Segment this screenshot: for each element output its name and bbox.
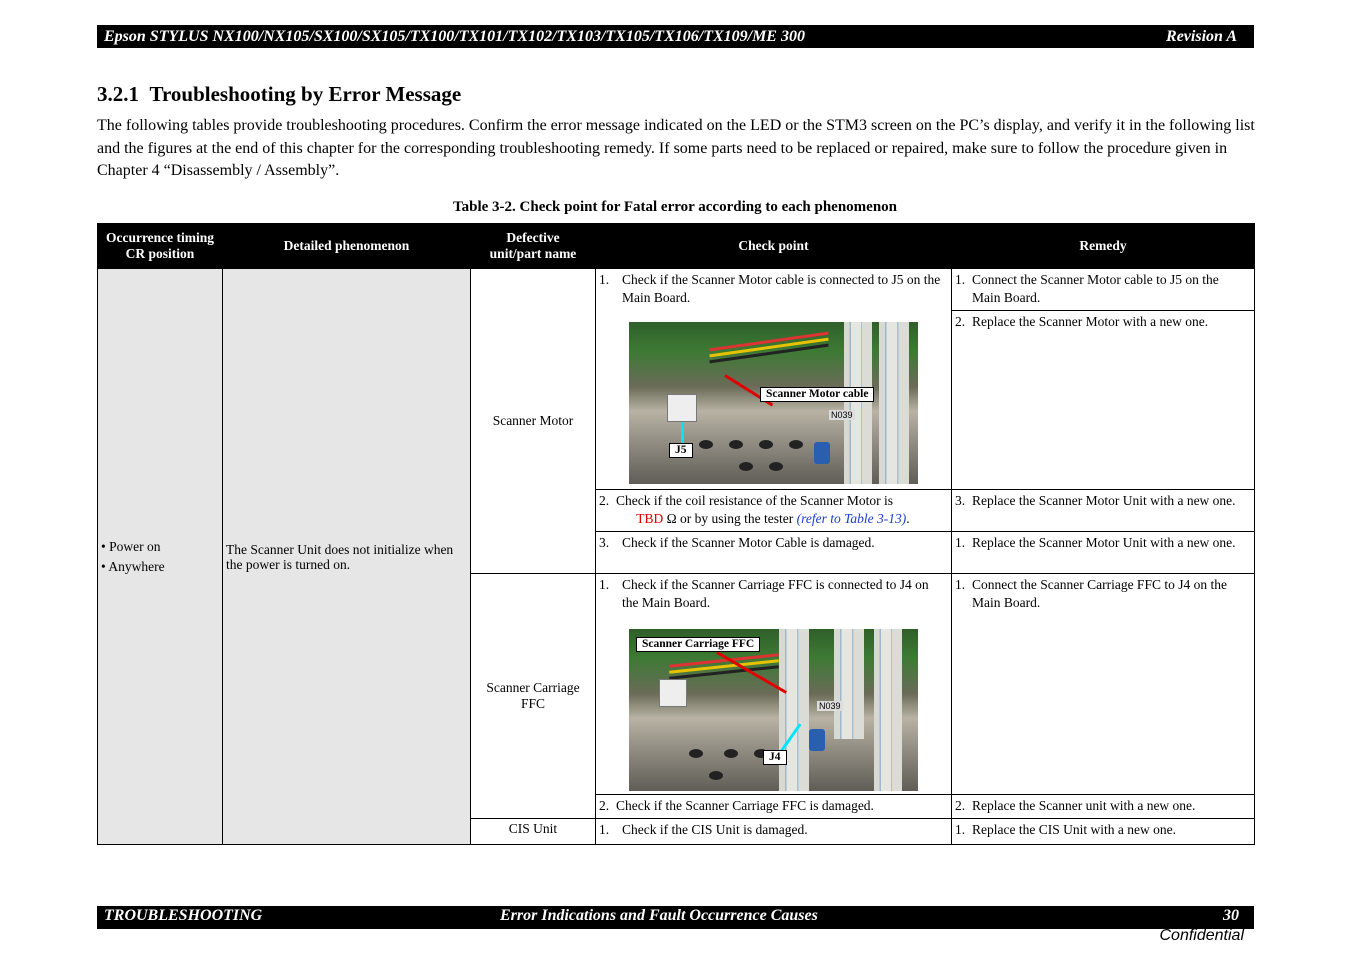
check-cell: 1. Check if the Scanner Motor cable is connected to J5 on the Main Board. Scanner Motor cable J5 N039 xyxy=(596,269,952,490)
scanner-carriage-ffc-photo xyxy=(629,629,918,791)
photo-label-j5: J5 xyxy=(669,443,693,458)
photo-code: N039 xyxy=(831,410,853,420)
photo-label-j4: J4 xyxy=(763,750,787,765)
remedy-text: Replace the Scanner Motor Unit with a new one. xyxy=(972,535,1236,550)
table-header-row xyxy=(98,224,1255,269)
check-text: Check if the Scanner Carriage FFC is damaged. xyxy=(616,798,874,813)
col-header-defective: Defective unit/part name xyxy=(471,224,596,269)
remedy-cell: 1. Connect the Scanner Motor cable to J5 on the Main Board. xyxy=(952,269,1255,311)
intro-paragraph: The following tables provide troubleshooting procedures. Confirm the error message indicated on the LED or the STM3 screen on the PC’s display, and verify it in the following list and the figures at the end of this chapter for the corresponding troubleshooting remedy. If some parts need to be replaced or repaired, make sure to follow the procedure given in Chapter 4 “Disassembly / Assembly”. xyxy=(97,117,1255,179)
tbd-value: TBD xyxy=(636,510,664,526)
phenomenon-cell xyxy=(223,269,471,845)
check-cell: 1. Check if the Scanner Carriage FFC is connected to J4 on the Main Board. Scanner Carriage FFC J4 N039 xyxy=(596,574,952,795)
check-text: Check if the coil resistance of the Scanner Motor is TBD Ω or by using the tester (refer to Table 3-13). xyxy=(616,493,910,526)
remedy-text: Replace the Scanner Motor Unit with a new one. xyxy=(972,493,1236,508)
remedy-text: Connect the Scanner Carriage FFC to J4 on the Main Board. xyxy=(972,577,1227,610)
part-cis-unit: CIS Unit xyxy=(471,819,596,845)
col-header-phenomenon: Detailed phenomenon xyxy=(223,224,471,269)
col-header-timing: Occurrence timing CR position xyxy=(98,224,223,269)
check-text: Check if the Scanner Motor cable is connected to J5 on the Main Board. xyxy=(622,272,941,305)
section-title: Troubleshooting by Error Message xyxy=(149,82,462,106)
troubleshooting-table xyxy=(97,223,1255,845)
remedy-cell: 3. Replace the Scanner Motor Unit with a new one. xyxy=(952,490,1255,532)
timing-item: • Power on xyxy=(101,538,161,554)
page-number: 30 xyxy=(1223,907,1239,924)
col-header-remedy: Remedy xyxy=(952,224,1255,269)
remedy-cell: 2. Replace the Scanner Motor with a new one. xyxy=(952,311,1255,490)
check-cell: 2. Check if the Scanner Carriage FFC is damaged. xyxy=(596,795,952,819)
remedy-text: Replace the CIS Unit with a new one. xyxy=(972,822,1176,837)
table-ref-link[interactable]: (refer to Table 3-13) xyxy=(796,510,907,526)
page-footer xyxy=(97,906,1254,929)
page-header xyxy=(97,25,1254,48)
header-revision: Revision A xyxy=(1166,28,1237,45)
check-cell: 2. Check if the coil resistance of the Scanner Motor is TBD Ω or by using the tester (refer to Table 3-13). xyxy=(596,490,952,532)
scanner-motor-photo xyxy=(629,322,918,484)
col-header-check: Check point xyxy=(596,224,952,269)
check-cell: 3. Check if the Scanner Motor Cable is damaged. xyxy=(596,532,952,574)
section-heading xyxy=(97,82,461,107)
remedy-cell: 2. Replace the Scanner unit with a new one. xyxy=(952,795,1255,819)
photo-label-motor-cable: Scanner Motor cable xyxy=(760,387,874,402)
check-text: Check if the Scanner Carriage FFC is connected to J4 on the Main Board. xyxy=(622,577,929,610)
remedy-text: Replace the Scanner Motor with a new one. xyxy=(972,314,1209,329)
timing-item: • Anywhere xyxy=(101,558,165,574)
remedy-text: Connect the Scanner Motor cable to J5 on the Main Board. xyxy=(972,272,1219,305)
check-text: Check if the Scanner Motor Cable is damaged. xyxy=(622,535,875,550)
photo-label-carriage-ffc: Scanner Carriage FFC xyxy=(636,637,760,652)
footer-section: Error Indications and Fault Occurrence Causes xyxy=(500,907,818,924)
remedy-text: Replace the Scanner unit with a new one. xyxy=(972,798,1196,813)
section-number: 3.2.1 xyxy=(97,82,139,106)
table-caption: Table 3-2. Check point for Fatal error according to each phenomenon xyxy=(452,199,898,215)
photo-code: N039 xyxy=(819,701,841,711)
header-title: Epson STYLUS NX100/NX105/SX100/SX105/TX100/TX101/TX102/TX103/TX105/TX106/TX109/ME 300 xyxy=(104,28,805,45)
confidential-mark: Confidential xyxy=(1159,927,1244,944)
phenomenon-text: The Scanner Unit does not initialize when the power is turned on. xyxy=(226,541,454,572)
table-row xyxy=(98,269,1255,311)
remedy-cell: 1. Connect the Scanner Carriage FFC to J4 on the Main Board. xyxy=(952,574,1255,795)
footer-chapter: TROUBLESHOOTING xyxy=(104,907,263,924)
remedy-cell: 1. Replace the Scanner Motor Unit with a new one. xyxy=(952,532,1255,574)
timing-cell xyxy=(98,269,223,845)
part-scanner-motor: Scanner Motor xyxy=(471,269,596,574)
check-text: Check if the CIS Unit is damaged. xyxy=(622,822,808,837)
check-cell: 1. Check if the CIS Unit is damaged. xyxy=(596,819,952,845)
remedy-cell: 1. Replace the CIS Unit with a new one. xyxy=(952,819,1255,845)
part-scanner-carriage-ffc: Scanner Carriage FFC xyxy=(471,574,596,819)
